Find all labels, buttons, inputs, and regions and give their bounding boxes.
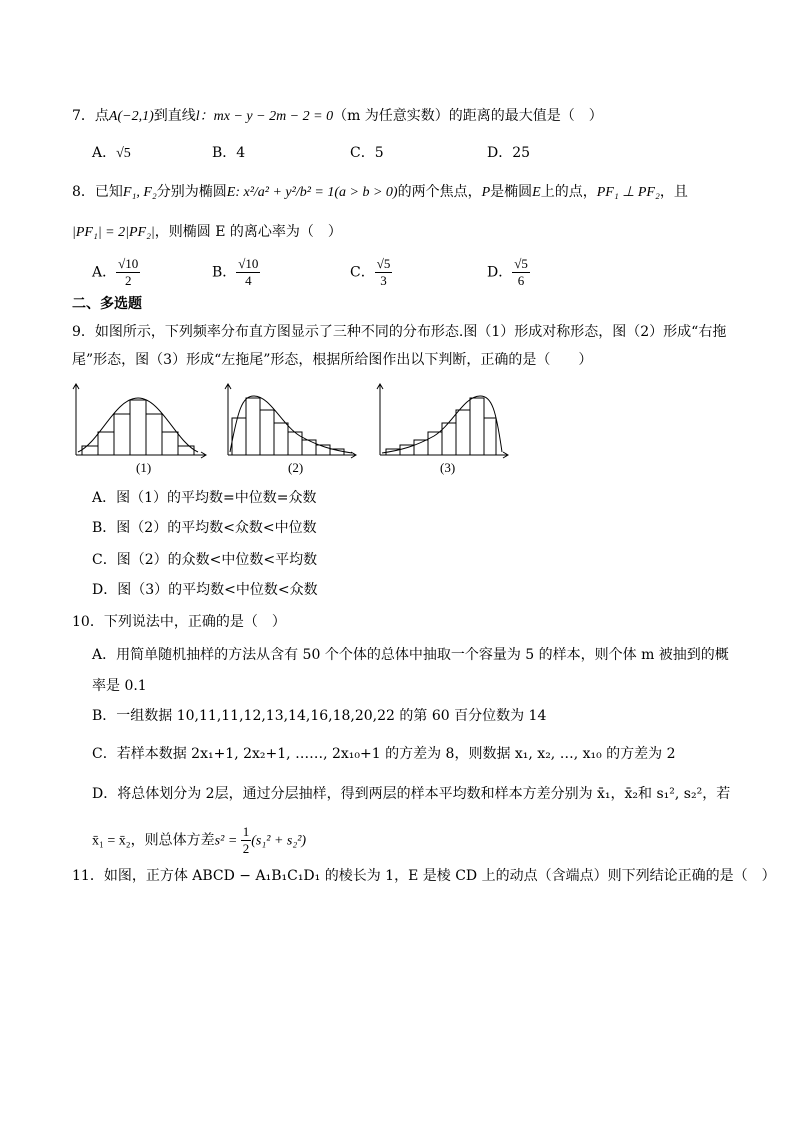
q10-option-d-line2: x̄₁ = x̄₂，则总体方差s² = $\frac{1}{2}$ (s₁² + s₂²) (92, 824, 307, 856)
q8-option-d: D． $\frac{√5}{6}$ (487, 256, 528, 288)
q7-option-a: A．√5 (92, 145, 131, 161)
q10-stem: 10．下列说法中，正确的是（ ） (72, 614, 286, 630)
q10-option-d-line1: D．将总体划分为 2层，通过分层抽样，得到两层的样本平均数和样本方差分别为 x̄₁，x̄₂和 s₁², s₂²，若 (92, 786, 731, 802)
q9-option-b: B．图（2）的平均数<众数<中位数 (92, 520, 317, 536)
histogram-2 (225, 384, 356, 458)
histogram-figures (70, 380, 530, 475)
q9-option-c: C．图（2）的众数<中位数<平均数 (92, 552, 318, 568)
q8-stem-line2: |PF₁| = 2|PF₂|，则椭圆 E 的离心率为（ ） (72, 224, 342, 240)
q10-option-b: B．一组数据 10,11,11,12,13,14,16,18,20,22 的第 60 百分位数为 14 (92, 708, 547, 724)
fig-label-3: (3) (440, 460, 456, 475)
q8-option-a: A． $\frac{√10}{2}$ (92, 256, 139, 288)
histogram-3 (377, 384, 508, 458)
q9-stem-line1: 9．如图所示，下列频率分布直方图显示了三种不同的分布形态.图（1）形成对称形态，图（2）形成“右拖 (72, 324, 727, 340)
q11-stem: 11．如图，正方体 ABCD − A₁B₁C₁D₁ 的棱长为 1，E 是棱 CD 上的动点（含端点）则下列结论正确的是（ ） (72, 868, 776, 884)
q10-option-c: C．若样本数据 2x₁+1, 2x₂+1, ……, 2x₁₀+1 的方差为 8，则数据 x₁, x₂, …, x₁₀ 的方差为 2 (92, 746, 676, 762)
q7-option-b: B．4 (212, 145, 246, 161)
q10-option-a-line2: 率是 0.1 (92, 678, 147, 694)
q9-option-d: D．图（3）的平均数<中位数<众数 (92, 582, 318, 598)
section-heading: 二、多选题 (72, 296, 142, 312)
q7-stem: 7．点A(−2,1)到直线l：mx − y − 2m − 2 = 0（m 为任意实数）的距离的最大值是（ ） (72, 108, 603, 124)
fig-label-1: (1) (136, 460, 152, 475)
q8-stem-line1: 8．已知F₁, F₂分别为椭圆E: x²/a² + y²/b² = 1(a > b > 0)的两个焦点，P是椭圆E上的点，PF₁ ⊥ PF₂，且 (72, 184, 688, 200)
q7-option-c: C．5 (350, 145, 384, 161)
q10-option-a-line1: A．用简单随机抽样的方法从含有 50 个个体的总体中抽取一个容量为 5 的样本，则个体 m 被抽到的概 (92, 647, 729, 663)
fig-label-2: (2) (288, 460, 304, 475)
q7-option-d: D．25 (487, 145, 531, 161)
q8-option-b: B． $\frac{√10}{4}$ (212, 256, 259, 288)
q9-option-a: A．图（1）的平均数=中位数=众数 (92, 490, 317, 506)
histogram-1 (73, 384, 206, 458)
q8-option-c: C． $\frac{√5}{3}$ (350, 256, 391, 288)
q9-stem-line2: 尾”形态，图（3）形成“左拖尾”形态，根据所给图作出以下判断，正确的是（ ） (72, 352, 593, 368)
